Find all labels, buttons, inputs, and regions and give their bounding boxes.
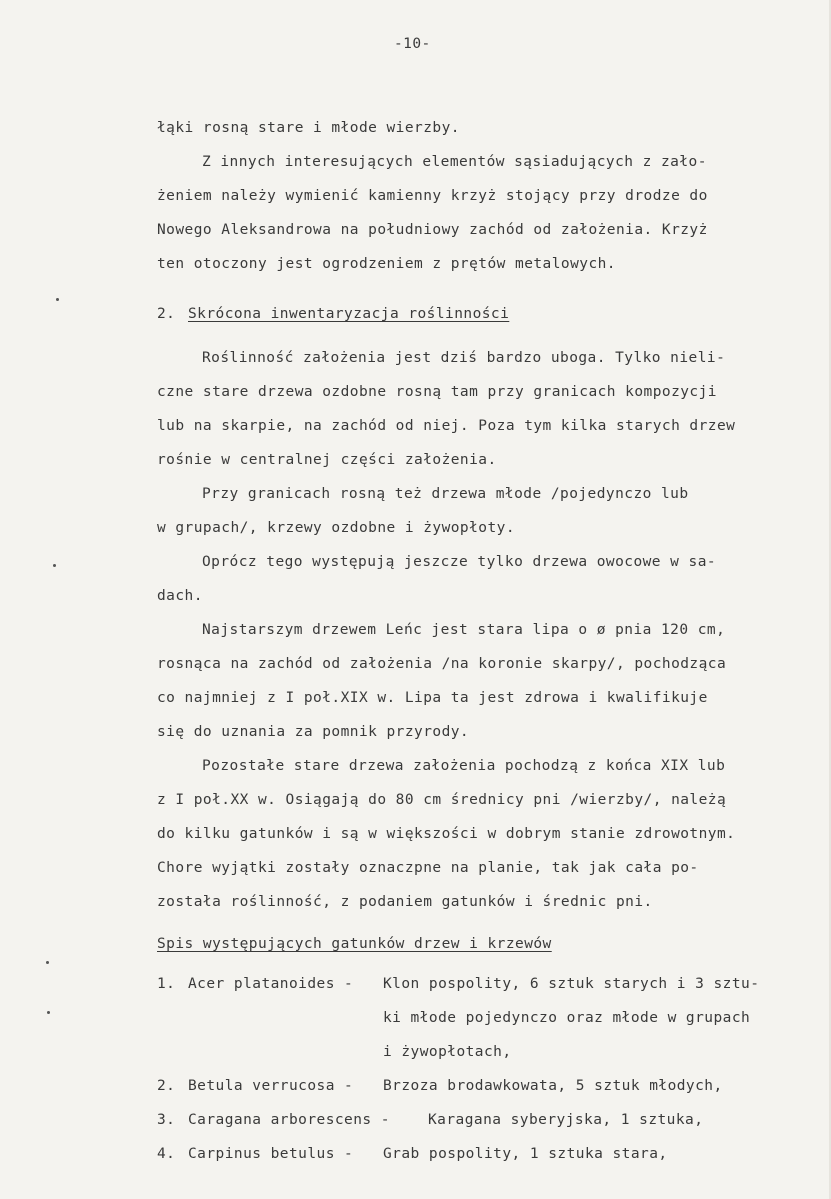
species-latin: Acer platanoides - <box>188 976 354 992</box>
text-line: z I poł.XX w. Osiągają do 80 cm średnicy pni /wierzby/, należą <box>157 792 727 808</box>
text-line: rosnąca na zachód od założenia /na koronie skarpy/, pochodząca <box>157 656 727 672</box>
text-line: Chore wyjątki zostały oznaczpne na planie, tak jak cała po- <box>157 860 699 876</box>
section-number: 2. <box>157 306 176 322</box>
text-line: Przy granicach rosną też drzewa młode /pojedynczo lub <box>202 486 689 502</box>
text-line: Oprócz tego występują jeszcze tylko drzewa owocowe w sa- <box>202 554 717 570</box>
paper-speck <box>46 961 49 964</box>
paper-speck <box>56 298 59 301</box>
species-latin: Caragana arborescens - <box>188 1112 390 1128</box>
species-latin: Carpinus betulus - <box>188 1146 354 1162</box>
text-line: żeniem należy wymienić kamienny krzyż stojący przy drodze do <box>157 188 708 204</box>
species-desc: ki młode pojedynczo oraz młode w grupach <box>383 1010 751 1026</box>
species-number: 1. <box>157 976 176 992</box>
text-line: dach. <box>157 588 203 604</box>
species-number: 3. <box>157 1112 176 1128</box>
species-number: 2. <box>157 1078 176 1094</box>
text-line: do kilku gatunków i są w większości w dobrym stanie zdrowotnym. <box>157 826 736 842</box>
species-desc: Klon pospolity, 6 sztuk starych i 3 sztu- <box>383 976 760 992</box>
paper-speck <box>47 1011 50 1014</box>
text-line: rośnie w centralnej części założenia. <box>157 452 497 468</box>
text-line: w grupach/, krzewy ozdobne i żywopłoty. <box>157 520 516 536</box>
text-line: lub na skarpie, na zachód od niej. Poza tym kilka starych drzew <box>157 418 736 434</box>
text-line: Najstarszym drzewem Leńc jest stara lipa o ø pnia 120 cm, <box>202 622 726 638</box>
species-latin: Betula verrucosa - <box>188 1078 354 1094</box>
text-line: Nowego Aleksandrowa na południowy zachód od założenia. Krzyż <box>157 222 708 238</box>
text-line: została roślinność, z podaniem gatunków i średnic pni. <box>157 894 653 910</box>
text-line: łąki rosną stare i młode wierzby. <box>157 120 460 136</box>
species-desc: Karagana syberyjska, 1 sztuka, <box>428 1112 704 1128</box>
text-line: ten otoczony jest ogrodzeniem z prętów metalowych. <box>157 256 616 272</box>
paper-speck <box>53 564 56 567</box>
species-number: 4. <box>157 1146 176 1162</box>
section-title: Skrócona inwentaryzacja roślinności <box>188 306 510 322</box>
page-number: -10- <box>394 36 431 52</box>
text-line: Z innych interesujących elementów sąsiadujących z zało- <box>202 154 707 170</box>
text-line: Pozostałe stare drzewa założenia pochodzą z końca XIX lub <box>202 758 726 774</box>
text-line: co najmniej z I poł.XIX w. Lipa ta jest zdrowa i kwalifikuje <box>157 690 708 706</box>
list-heading: Spis występujących gatunków drzew i krzewów <box>157 936 552 952</box>
text-line: czne stare drzewa ozdobne rosną tam przy granicach kompozycji <box>157 384 717 400</box>
text-line: Roślinność założenia jest dziś bardzo uboga. Tylko nieli- <box>202 350 726 366</box>
species-desc: i żywopłotach, <box>383 1044 512 1060</box>
text-line: się do uznania za pomnik przyrody. <box>157 724 470 740</box>
species-desc: Grab pospolity, 1 sztuka stara, <box>383 1146 668 1162</box>
species-desc: Brzoza brodawkowata, 5 sztuk młodych, <box>383 1078 723 1094</box>
